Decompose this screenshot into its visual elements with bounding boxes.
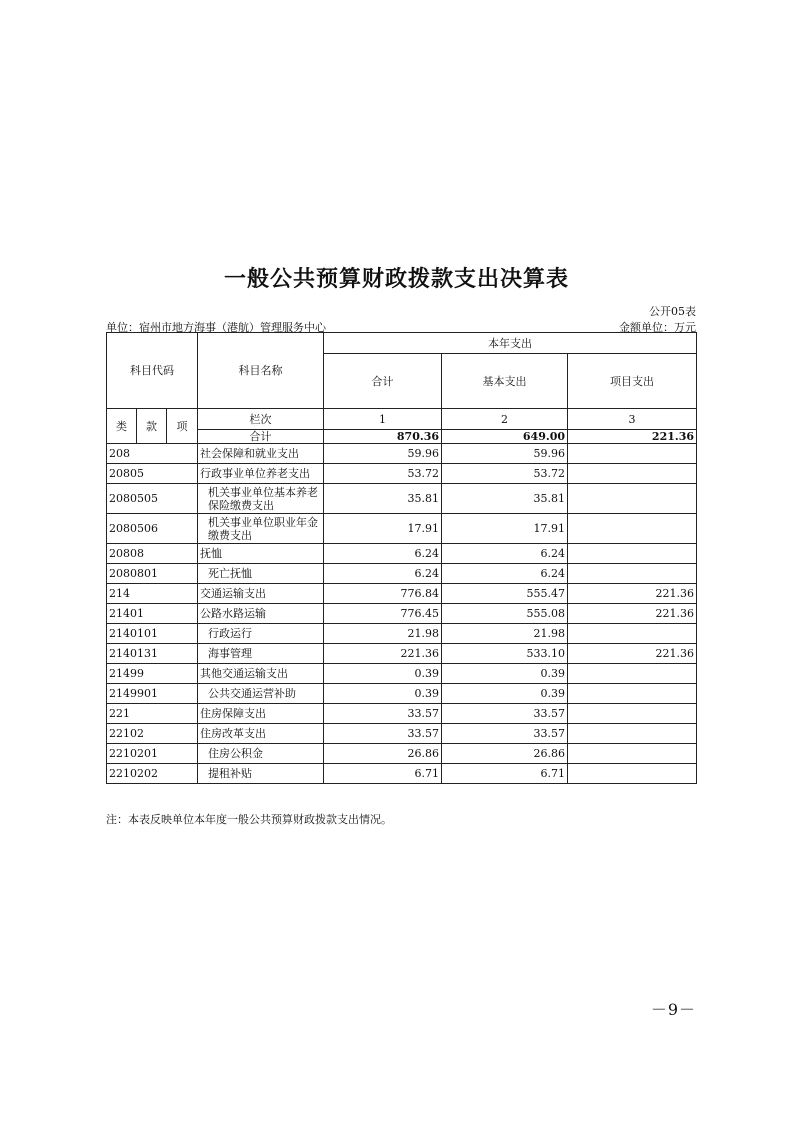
- table-row: [107, 684, 697, 704]
- row-project: [568, 664, 697, 684]
- row-total: 33.57: [324, 724, 442, 744]
- row-name: 住房公积金: [198, 744, 324, 764]
- page-title: 一般公共预算财政拨款支出决算表: [223, 266, 569, 292]
- row-name: 公路水路运输: [198, 604, 324, 624]
- table-row: [107, 664, 697, 684]
- row-name: 机关事业单位职业年金缴费支出: [198, 514, 324, 544]
- row-code: 2140131: [107, 644, 198, 664]
- row-code: 2080505: [107, 484, 198, 514]
- row-total: 26.86: [324, 744, 442, 764]
- table-row: [107, 564, 697, 584]
- table-row: [107, 704, 697, 724]
- table-row: [107, 724, 697, 744]
- row-project: [568, 724, 697, 744]
- header-project: 项目支出: [568, 354, 697, 409]
- row-total: 6.24: [324, 564, 442, 584]
- footnote: 注：本表反映单位本年度一般公共预算财政拨款支出情况。: [106, 813, 392, 826]
- row-code: 2080506: [107, 514, 198, 544]
- row-code: 2080801: [107, 564, 198, 584]
- row-project: [568, 464, 697, 484]
- row-code: 2210202: [107, 764, 198, 784]
- row-project: 221.36: [568, 584, 697, 604]
- header-total: 合计: [324, 354, 442, 409]
- header-kuan: 款: [137, 409, 167, 444]
- header-lanci: 栏次: [198, 409, 324, 430]
- row-basic: 53.72: [442, 464, 568, 484]
- row-code: 21401: [107, 604, 198, 624]
- row-project: [568, 544, 697, 564]
- table-row: [107, 604, 697, 624]
- row-project: 221.36: [568, 604, 697, 624]
- row-code: 22102: [107, 724, 198, 744]
- row-name: 抚恤: [198, 544, 324, 564]
- header-year-expense: 本年支出: [324, 333, 697, 354]
- row-name: 提租补贴: [198, 764, 324, 784]
- row-total: 59.96: [324, 444, 442, 464]
- row-basic: 35.81: [442, 484, 568, 514]
- row-code: 221: [107, 704, 198, 724]
- col-number-1: 1: [324, 409, 442, 430]
- row-project: [568, 444, 697, 464]
- row-basic: 533.10: [442, 644, 568, 664]
- row-total: 17.91: [324, 514, 442, 544]
- row-name: 交通运输支出: [198, 584, 324, 604]
- row-code: 20808: [107, 544, 198, 564]
- row-basic: 33.57: [442, 704, 568, 724]
- money-unit-label: 金额单位：万元: [619, 321, 696, 334]
- row-project: 221.36: [568, 644, 697, 664]
- row-total: 0.39: [324, 664, 442, 684]
- row-code: 208: [107, 444, 198, 464]
- row-basic: 0.39: [442, 664, 568, 684]
- page-number: －9－: [650, 1000, 696, 1019]
- table-row: [107, 584, 697, 604]
- sum-label: 合计: [198, 430, 324, 444]
- row-code: 20805: [107, 464, 198, 484]
- header-xiang: 项: [167, 409, 198, 444]
- row-basic: 555.47: [442, 584, 568, 604]
- row-name: 住房改革支出: [198, 724, 324, 744]
- row-total: 0.39: [324, 684, 442, 704]
- row-total: 33.57: [324, 704, 442, 724]
- table-row: [107, 444, 697, 464]
- row-project: [568, 514, 697, 544]
- row-total: 776.45: [324, 604, 442, 624]
- row-project: [568, 484, 697, 514]
- row-name: 公共交通运营补助: [198, 684, 324, 704]
- row-name: 社会保障和就业支出: [198, 444, 324, 464]
- unit-label: 单位：宿州市地方海事（港航）管理服务中心: [106, 321, 326, 334]
- form-number: 公开05表: [649, 305, 696, 318]
- expense-table: [106, 332, 697, 784]
- row-name: 行政运行: [198, 624, 324, 644]
- row-basic: 555.08: [442, 604, 568, 624]
- header-lei: 类: [107, 409, 137, 444]
- row-code: 214: [107, 584, 198, 604]
- row-basic: 26.86: [442, 744, 568, 764]
- row-name: 住房保障支出: [198, 704, 324, 724]
- row-code: 21499: [107, 664, 198, 684]
- table-row: [107, 644, 697, 664]
- header-basic: 基本支出: [442, 354, 568, 409]
- table-row: [107, 744, 697, 764]
- row-basic: 21.98: [442, 624, 568, 644]
- header-code: 科目代码: [107, 333, 198, 409]
- row-total: 21.98: [324, 624, 442, 644]
- table-row: [107, 764, 697, 784]
- header-name: 科目名称: [198, 333, 324, 409]
- row-name: 其他交通运输支出: [198, 664, 324, 684]
- row-basic: 6.24: [442, 544, 568, 564]
- row-total: 53.72: [324, 464, 442, 484]
- row-total: 776.84: [324, 584, 442, 604]
- row-basic: 6.24: [442, 564, 568, 584]
- table-row: [107, 624, 697, 644]
- table-row: [107, 514, 697, 544]
- row-basic: 33.57: [442, 724, 568, 744]
- row-project: [568, 624, 697, 644]
- row-project: [568, 684, 697, 704]
- row-basic: 59.96: [442, 444, 568, 464]
- table-row: [107, 484, 697, 514]
- row-code: 2140101: [107, 624, 198, 644]
- row-basic: 0.39: [442, 684, 568, 704]
- row-project: [568, 704, 697, 724]
- row-project: [568, 764, 697, 784]
- row-total: 6.24: [324, 544, 442, 564]
- row-basic: 6.71: [442, 764, 568, 784]
- table-row: [107, 544, 697, 564]
- row-basic: 17.91: [442, 514, 568, 544]
- row-name: 行政事业单位养老支出: [198, 464, 324, 484]
- col-number-2: 2: [442, 409, 568, 430]
- sum-basic: 649.00: [442, 430, 568, 444]
- row-project: [568, 744, 697, 764]
- row-name: 死亡抚恤: [198, 564, 324, 584]
- table-row: [107, 464, 697, 484]
- row-total: 35.81: [324, 484, 442, 514]
- row-code: 2149901: [107, 684, 198, 704]
- row-name: 海事管理: [198, 644, 324, 664]
- row-total: 6.71: [324, 764, 442, 784]
- sum-total: 870.36: [324, 430, 442, 444]
- sum-project: 221.36: [568, 430, 697, 444]
- row-total: 221.36: [324, 644, 442, 664]
- row-name: 机关事业单位基本养老保险缴费支出: [198, 484, 324, 514]
- row-project: [568, 564, 697, 584]
- col-number-3: 3: [568, 409, 697, 430]
- row-code: 2210201: [107, 744, 198, 764]
